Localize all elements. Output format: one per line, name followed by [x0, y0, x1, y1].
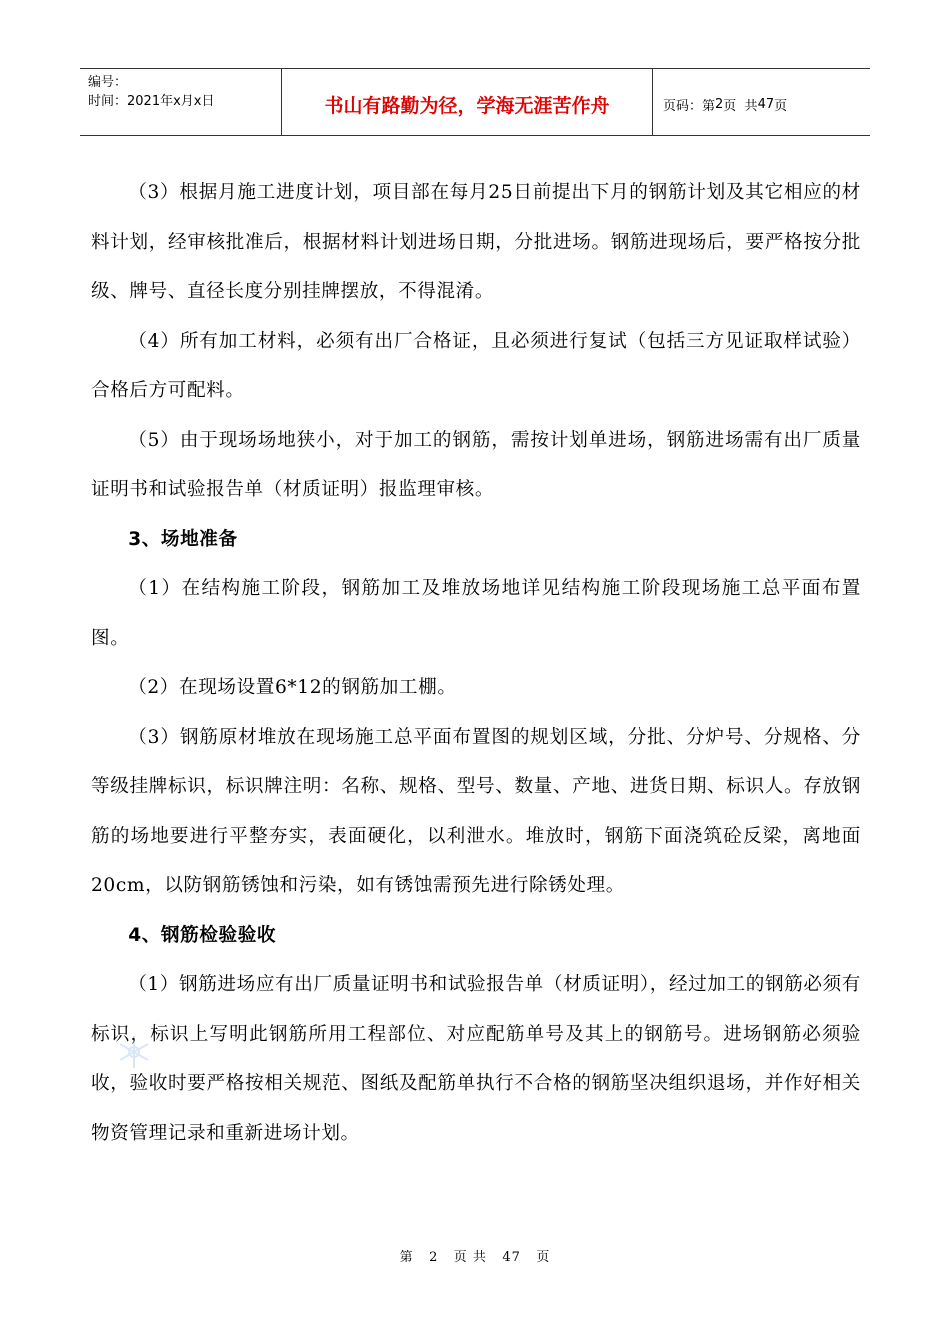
section-heading: 3、场地准备 [128, 528, 238, 550]
header-page-cell [653, 69, 870, 135]
footer-current: 2 [429, 1250, 439, 1265]
footer-middle: 页 共 [453, 1250, 487, 1265]
snowflake-watermark-icon [116, 1034, 152, 1070]
document-number-label: 编号： [88, 75, 128, 90]
body-paragraph: （3）钢筋原材堆放在现场施工总平面布置图的规划区域，分批、分炉号、分规格、分等级挂牌标识，标识牌注明：名称、规格、型号、数量、产地、进货日期、标识人。存放钢筋的场地要进行平整夯实，表面硬化，以利泄水。堆放时，钢筋下面浇筑砼反梁，离地面20cm，以防钢筋锈蚀和污染，如有锈蚀需预先进行除锈处理。 [91, 726, 861, 896]
body-paragraph: （3）根据月施工进度计划，项目部在每月25日前提出下月的钢筋计划及其它相应的材料计划，经审核批准后，根据材料计划进场日期，分批进场。钢筋进现场后，要严格按分批级、牌号、直径长度分别挂牌摆放，不得混淆。 [91, 182, 861, 302]
page-middle: 页 共 [723, 98, 758, 114]
page-suffix: 页 [774, 98, 788, 114]
page-footer [0, 1246, 950, 1265]
footer-suffix: 页 [536, 1250, 551, 1265]
footer-total: 47 [502, 1250, 521, 1265]
page-total: 47 [757, 96, 775, 112]
header-motto: 书山有路勤为径，学海无涯苦作舟 [324, 94, 610, 117]
section-heading: 4、钢筋检验验收 [128, 924, 277, 946]
document-body [91, 168, 861, 1158]
document-date: 时间：2021年x月x日 [88, 94, 215, 109]
body-paragraph: （4）所有加工材料，必须有出厂合格证，且必须进行复试（包括三方见证取样试验）合格后方可配料。 [91, 330, 861, 401]
page-prefix: 页码：第 [663, 98, 716, 114]
body-paragraph: （1）在结构施工阶段，钢筋加工及堆放场地详见结构施工阶段现场施工总平面布置图。 [91, 578, 861, 649]
document-header [80, 68, 870, 136]
body-paragraph: （2）在现场设置6*12的钢筋加工棚。 [128, 677, 457, 698]
footer-prefix: 第 [399, 1250, 414, 1265]
body-paragraph: （1）钢筋进场应有出厂质量证明书和试验报告单（材质证明），经过加工的钢筋必须有标识，标识上写明此钢筋所用工程部位、对应配筋单号及其上的钢筋号。进场钢筋必须验收，验收时要严格按相关规范、图纸及配筋单执行不合格的钢筋坚决组织退场，并作好相关物资管理记录和重新进场计划。 [91, 974, 861, 1144]
page-current: 2 [715, 96, 724, 112]
header-motto-cell [282, 69, 653, 135]
body-paragraph: （5）由于现场场地狭小，对于加工的钢筋，需按计划单进场，钢筋进场需有出厂质量证明书和试验报告单（材质证明）报监理审核。 [91, 429, 861, 500]
header-meta-cell [80, 69, 282, 135]
